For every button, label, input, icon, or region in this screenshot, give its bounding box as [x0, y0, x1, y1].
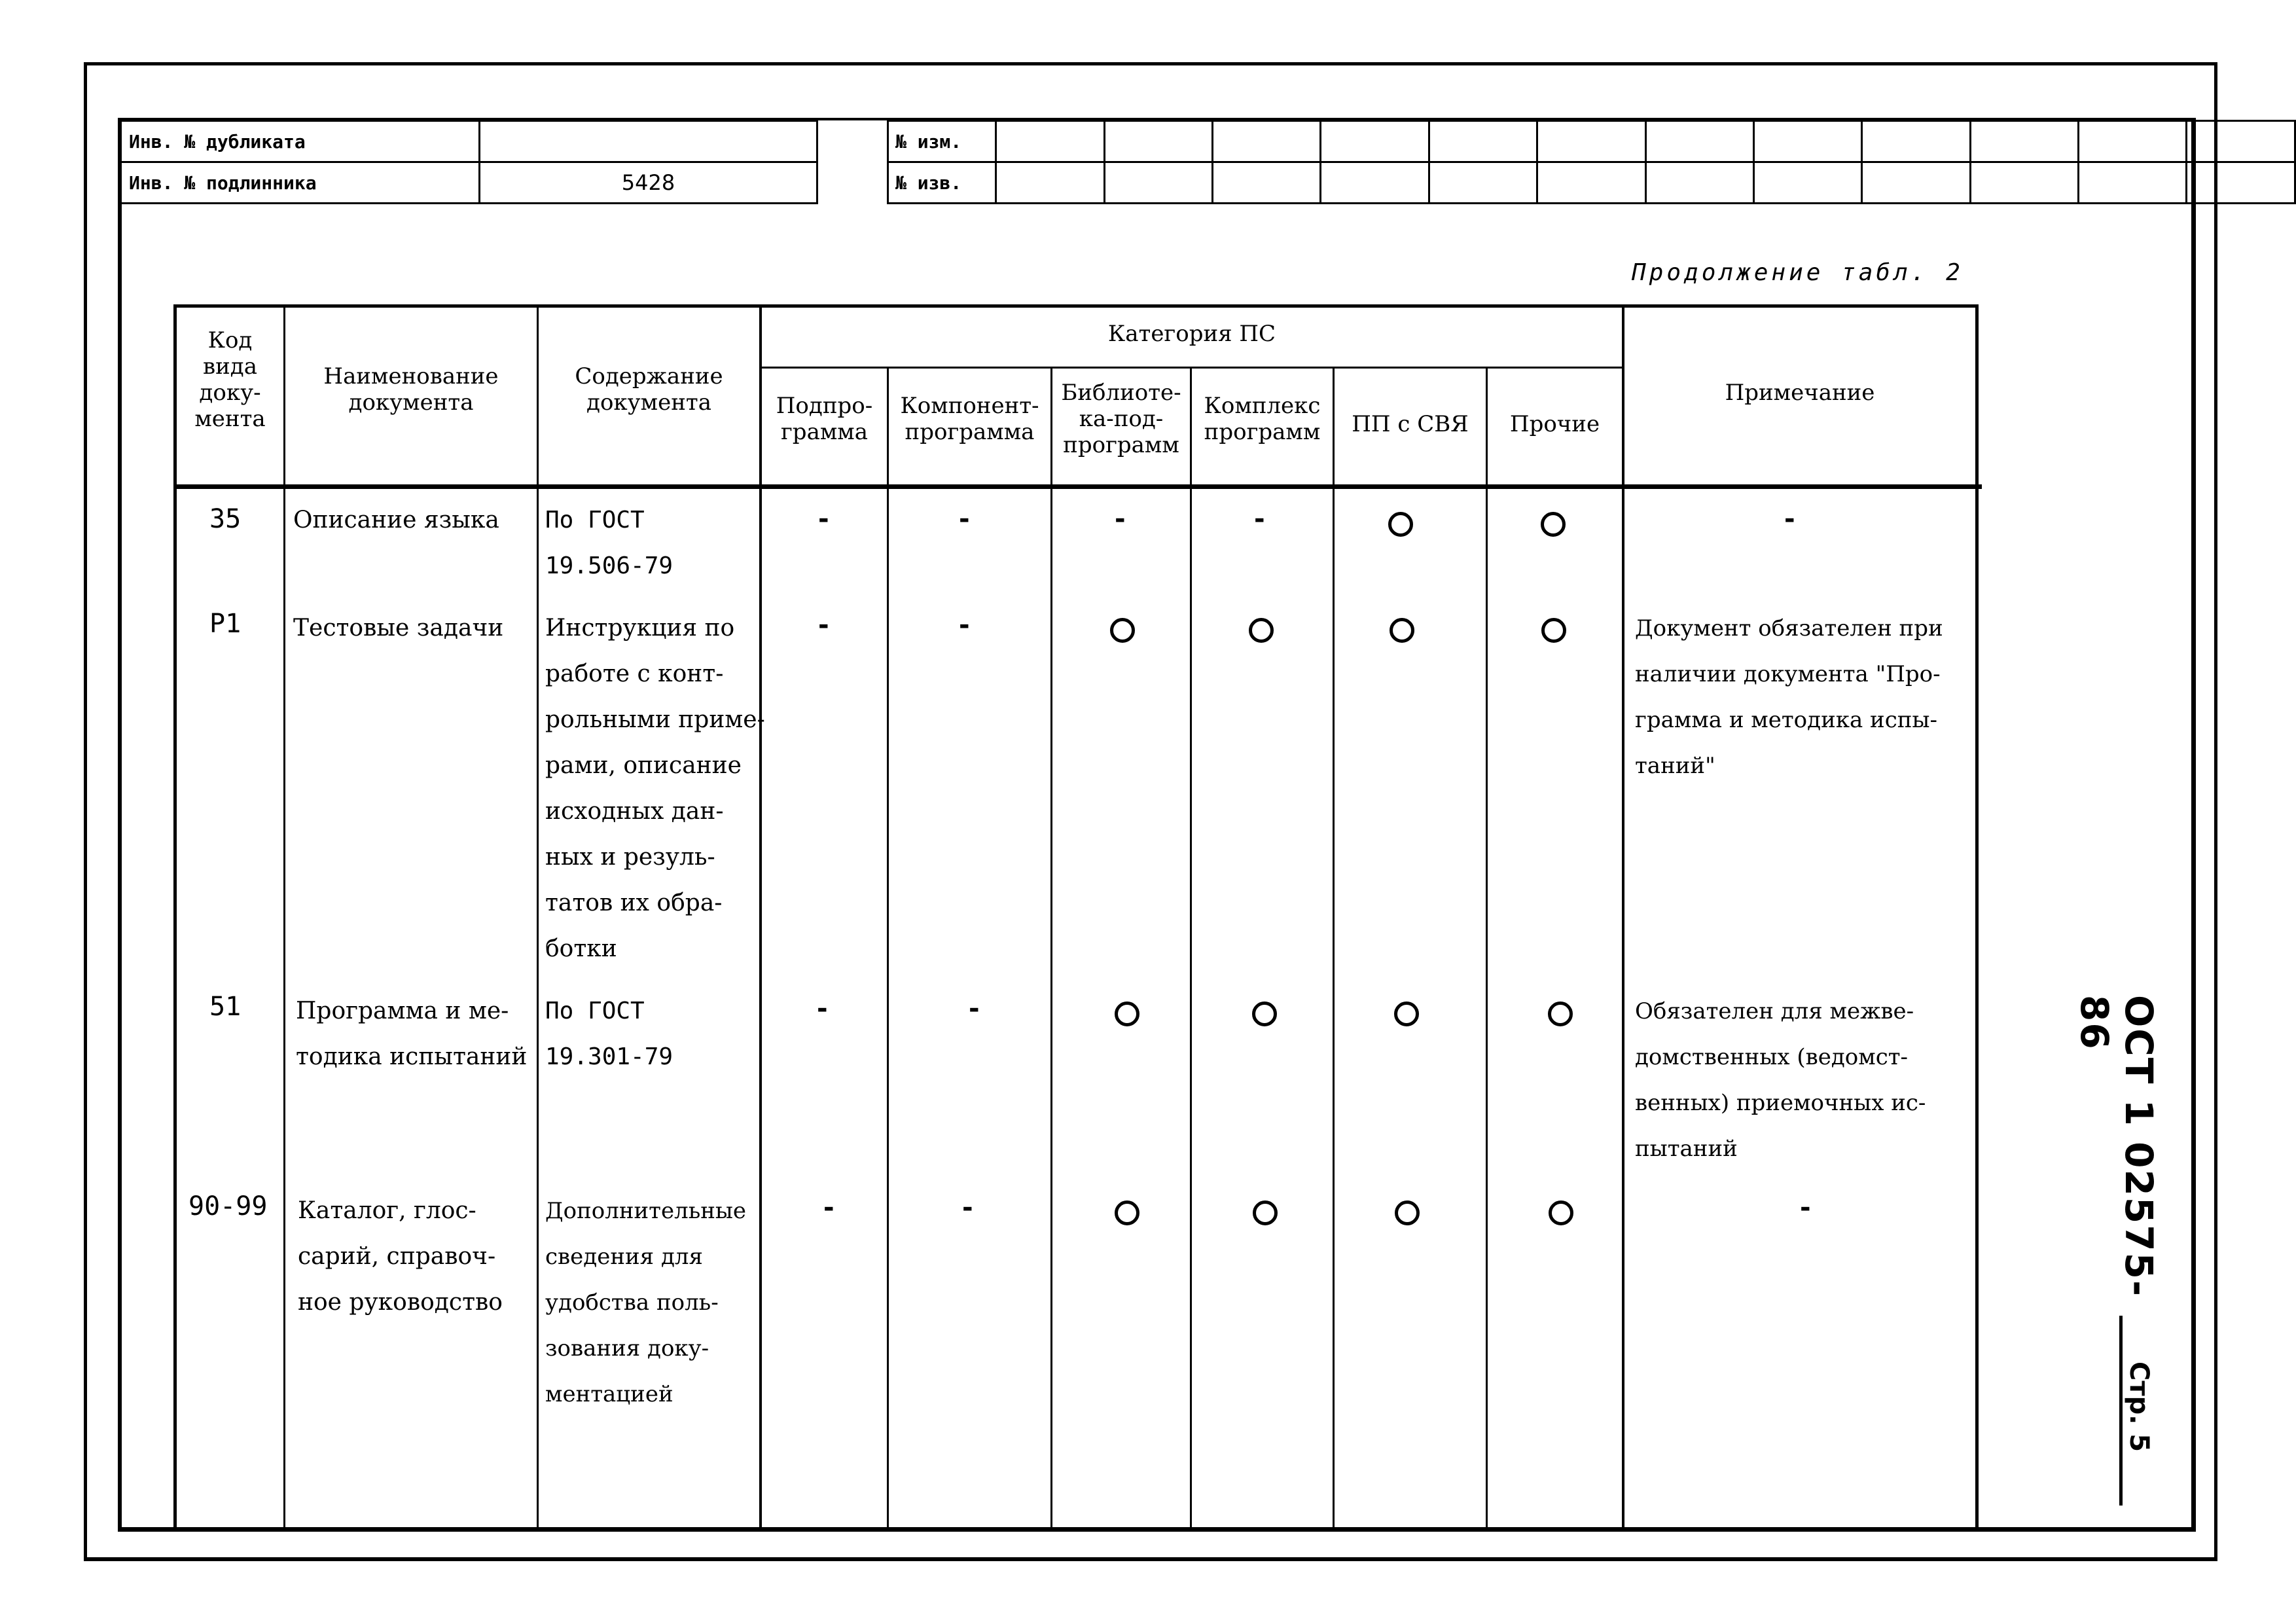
mark-circle: [1252, 1001, 1277, 1026]
mark-circle: [1249, 618, 1274, 643]
row-code: 35: [209, 504, 242, 534]
original-inventory-value: 5428: [480, 162, 817, 204]
row-content: Инструкция по работе с конт- рольными приме- рами, описание исходных дан- ных и резуль- татов их обра- ботки: [545, 615, 765, 962]
standard-designation: ОСТ 1 02575-86: [2072, 995, 2161, 1298]
mark-dash: -: [823, 1193, 834, 1223]
table-continuation-caption: Продолжение табл. 2: [1632, 259, 1964, 286]
mark-dash: -: [959, 504, 970, 534]
row-content: По ГОСТ 19.506-79: [545, 507, 673, 579]
row-note: Документ обязателен при наличии документа "Про- грамма и методика испы- таний": [1635, 615, 1943, 779]
mark-circle: [1395, 1200, 1420, 1225]
page-number: Стр. 5: [2124, 1362, 2154, 1453]
header-name: Наименование документа: [323, 363, 499, 416]
mark-circle: [1110, 618, 1135, 643]
notice-number-label: № изв.: [888, 162, 996, 204]
side-divider: [2119, 1316, 2123, 1506]
header-cat-pp-svya: ПП с СВЯ: [1352, 411, 1469, 437]
mark-dash: -: [969, 994, 980, 1024]
row-name: Тестовые задачи: [293, 615, 504, 641]
mark-circle: [1541, 618, 1566, 643]
mark-dash: -: [818, 610, 829, 640]
mark-circle: [1541, 512, 1566, 537]
row-name: Программа и ме- тодика испытаний: [296, 998, 528, 1070]
mark-circle: [1549, 1200, 1573, 1225]
header-cat-component: Компонент- программа: [900, 393, 1039, 445]
mark-circle: [1388, 512, 1413, 537]
row-note: -: [1800, 1193, 1811, 1223]
mark-circle: [1548, 1001, 1573, 1026]
row-name: Описание языка: [293, 507, 499, 533]
header-content: Содержание документа: [575, 363, 723, 416]
duplicate-inventory-value: [480, 121, 817, 162]
mark-circle: [1390, 618, 1414, 643]
row-code: 90-99: [188, 1191, 268, 1221]
mark-circle: [1253, 1200, 1278, 1225]
header-cat-complex: Комплекс программ: [1204, 393, 1321, 445]
mark-circle: [1394, 1001, 1419, 1026]
row-code: 51: [209, 992, 242, 1022]
mark-dash: -: [817, 994, 828, 1024]
inventory-stamp: [118, 120, 818, 204]
change-registry: [887, 120, 2296, 204]
row-content: Дополнительные сведения для удобства поль- зования доку- ментацией: [545, 1198, 747, 1407]
row-content: По ГОСТ 19.301-79: [545, 998, 673, 1070]
header-code: Код вида доку- мента: [194, 327, 266, 432]
mark-dash: -: [818, 504, 829, 534]
change-number-label: № изм.: [888, 121, 996, 162]
header-category: Категория ПС: [1107, 321, 1276, 347]
header-cat-subprogram: Подпро- грамма: [776, 393, 873, 445]
row-name: Каталог, глос- сарий, справоч- ное руководство: [298, 1197, 503, 1316]
row-note: Обязателен для межве- домственных (ведомст- венных) приемочных ис- пытаний: [1635, 998, 1926, 1162]
duplicate-inventory-label: Инв. № дубликата: [119, 121, 480, 162]
row-note: -: [1784, 504, 1795, 534]
mark-dash: -: [959, 610, 970, 640]
mark-dash: -: [1115, 504, 1126, 534]
mark-circle: [1115, 1001, 1139, 1026]
original-inventory-label: Инв. № подлинника: [119, 162, 480, 204]
header-cat-library: Библиоте- ка-под- программ: [1061, 380, 1181, 458]
mark-dash: -: [962, 1193, 973, 1223]
mark-circle: [1115, 1200, 1139, 1225]
mark-dash: -: [1254, 504, 1265, 534]
header-cat-other: Прочие: [1509, 411, 1600, 437]
row-code: P1: [209, 609, 242, 639]
header-note: Примечание: [1725, 380, 1875, 406]
